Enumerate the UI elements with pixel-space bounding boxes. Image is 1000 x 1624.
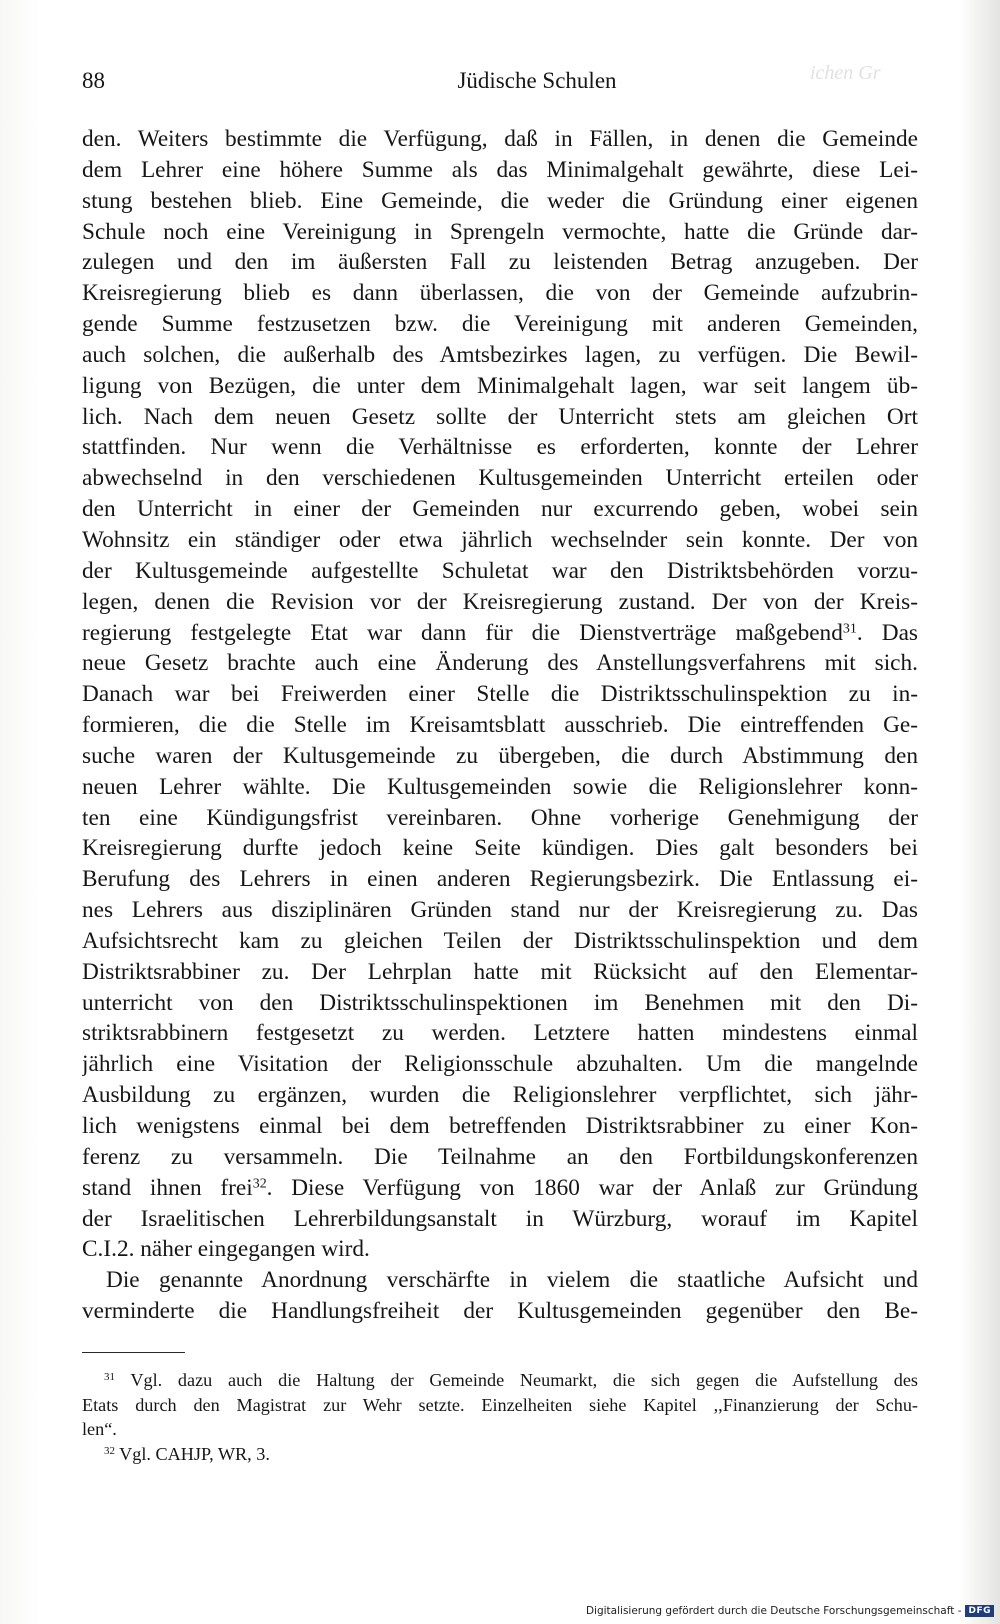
text-line: den. Weiters bestimmte die Verfügung, daß in Fällen, in denen die Gemeinde: [82, 126, 918, 152]
body-text: [82, 124, 918, 1327]
footnote-32-text: Vgl. CAHJP, WR, 3.: [119, 1443, 270, 1464]
text-line: neue Gesetz brachte auch eine Änderung des Anstellungsverfahrens mit sich.: [82, 650, 918, 677]
footnote-ref-31[interactable]: 31: [842, 620, 857, 636]
text-line: lich wenigstens einmal bei dem betreffenden Distriktsrabbiner zu einer Kon-: [82, 1113, 918, 1139]
text-line: stattfinden. Nur wenn die Verhältnisse es erforderten, konnte der Lehrer: [82, 434, 918, 461]
footnote-31-line: Etats durch den Magistrat zur Wehr setzte. Einzelheiten siehe Kapitel ,,Finanzierung der Schu-: [82, 1394, 918, 1415]
footnote-31-line: [82, 1368, 918, 1393]
text-segment: regierung festgelegte Etat war dann für die Dienstverträge maßgebend: [82, 619, 843, 646]
text-line: suche waren der Kultusgemeinde zu übergeben, die durch Abstimmung den: [82, 742, 918, 769]
text-line: Schule noch eine Vereinigung in Sprengeln vermochte, hatte die Gründe dar-: [82, 218, 918, 245]
footnote-31-text: Vgl. dazu auch die Haltung der Gemeinde Neumarkt, die sich gegen die Aufstellung des: [130, 1370, 918, 1390]
footnote-31-marker: 31: [104, 1371, 115, 1383]
text-line: legen, denen die Revision vor der Kreisregierung zustand. Der von der Kreis-: [82, 588, 918, 615]
text-line: ligung von Bezügen, die unter dem Minimalgehalt lagen, war seit langem üb-: [82, 372, 918, 399]
footnote-32-marker: 32: [104, 1444, 115, 1457]
text-line: abwechselnd in den verschiedenen Kultusgemeinden Unterricht erteilen oder: [82, 465, 918, 492]
footnote-ref-32[interactable]: 32: [252, 1176, 267, 1191]
text-line: lich. Nach dem neuen Gesetz sollte der Unterricht stets am gleichen Ort: [82, 403, 918, 430]
text-line: Distriktsrabbiner zu. Der Lehrplan hatte mit Rücksicht auf den Elementar-: [82, 958, 918, 985]
text-line: ferenz zu versammeln. Die Teilnahme an den Fortbildungskonferenzen: [82, 1143, 918, 1170]
text-segment: . Das: [856, 619, 918, 646]
text-line: jährlich eine Visitation der Religionsschule abzuhalten. Um die mangelnde: [82, 1051, 918, 1078]
text-line: formieren, die die Stelle im Kreisamtsblatt ausschrieb. Die eintreffenden Ge-: [82, 712, 918, 739]
text-line: auch solchen, die außerhalb des Amtsbezirkes lagen, zu verfügen. Die Bewil-: [82, 341, 918, 368]
page-header: [82, 68, 922, 98]
text-line: C.I.2. näher eingegangen wird.: [82, 1236, 370, 1263]
bleed-through-text: ichen Gr: [810, 62, 881, 84]
footnote-31-line: len“.: [82, 1419, 117, 1439]
text-line: striktsrabbinern festgesetzt zu werden. Letztere hatten mindestens einmal: [82, 1020, 918, 1047]
footnotes: [82, 1368, 918, 1466]
text-line: Kreisregierung blieb es dann überlassen, die von der Gemeinde aufzubrin-: [82, 280, 918, 307]
text-line: dem Lehrer eine höhere Summe als das Minimalgehalt gewährte, diese Lei-: [82, 156, 918, 183]
text-line: Ausbildung zu ergänzen, wurden die Religionslehrer verpflichtet, sich jähr-: [82, 1082, 918, 1109]
text-segment: stand ihnen frei: [82, 1174, 253, 1201]
text-segment: . Diese Verfügung von 1860 war der Anlaß zur Gründung: [266, 1174, 918, 1201]
credit-text: Digitalisierung gefördert durch die Deutsche Forschungsgemeinschaft -: [585, 1605, 962, 1617]
footnote-32-line: [82, 1442, 918, 1467]
text-line-with-ref-31: [82, 618, 918, 649]
text-line: verminderte die Handlungsfreiheit der Kultusgemeinden gegenüber den Be-: [82, 1298, 918, 1325]
text-line: den Unterricht in einer der Gemeinden nur excurrendo geben, wobei sein: [82, 496, 918, 523]
dfg-logo-icon: DFG: [965, 1605, 994, 1617]
paragraph-start-line: Die genannte Anordnung verschärfte in vielem die staatliche Aufsicht und: [106, 1267, 918, 1294]
text-line: gende Summe festzusetzen bzw. die Vereinigung mit anderen Gemeinden,: [82, 311, 918, 338]
digitization-credit: [586, 1603, 994, 1619]
footnote-divider: [82, 1352, 185, 1353]
text-line: unterricht von den Distriktsschulinspektionen im Benehmen mit den Di-: [82, 989, 918, 1016]
text-line: der Israelitischen Lehrerbildungsanstalt in Würzburg, worauf im Kapitel: [82, 1205, 918, 1232]
text-line: nes Lehrers aus disziplinären Gründen stand nur der Kreisregierung zu. Das: [82, 897, 918, 924]
text-line: Aufsichtsrecht kam zu gleichen Teilen der Distriktsschulinspektion und dem: [82, 927, 918, 954]
text-line: der Kultusgemeinde aufgestellte Schuletat war den Distriktsbehörden vorzu-: [82, 557, 918, 584]
text-line: Danach war bei Freiwerden einer Stelle die Distriktsschulinspektion zu in-: [82, 681, 918, 708]
text-line: ten eine Kündigungsfrist vereinbaren. Ohne vorherige Genehmigung der: [82, 804, 918, 831]
text-line: Wohnsitz ein ständiger oder etwa jährlich wechselnder sein konnte. Der von: [82, 526, 918, 553]
text-line: zulegen und den im äußersten Fall zu leistenden Betrag anzugeben. Der: [82, 249, 918, 276]
text-line: stung bestehen blieb. Eine Gemeinde, die weder die Gründung einer eigenen: [82, 187, 918, 214]
text-line: Kreisregierung durfte jedoch keine Seite kündigen. Dies galt besonders bei: [82, 835, 918, 862]
running-head: Jüdische Schulen: [457, 68, 617, 93]
text-line: Berufung des Lehrers in einen anderen Regierungsbezirk. Die Entlassung ei-: [82, 866, 918, 893]
text-line: neuen Lehrer wählte. Die Kultusgemeinden sowie die Religionslehrer konn-: [82, 773, 918, 800]
text-line-with-ref-32: [82, 1173, 918, 1204]
page-number: 88: [82, 68, 105, 93]
